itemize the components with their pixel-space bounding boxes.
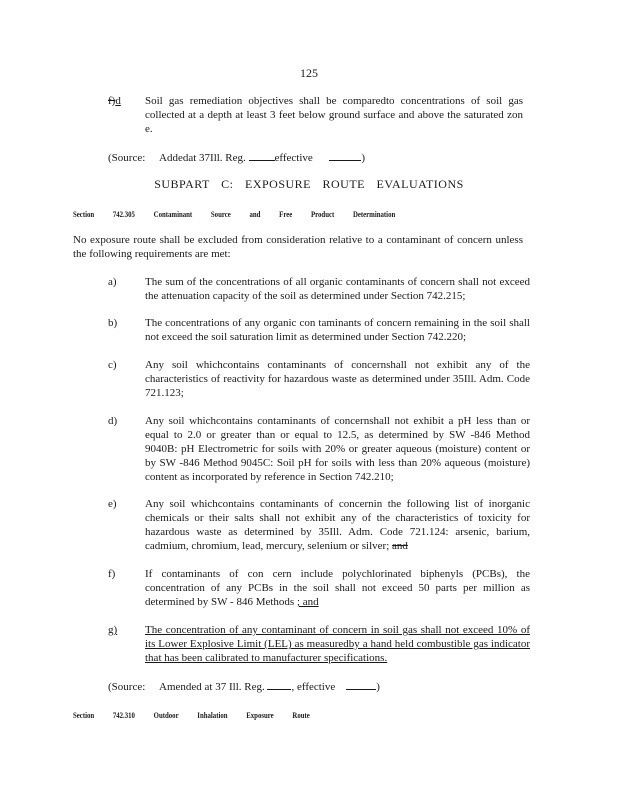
section-742-310-heading: [73, 709, 328, 723]
item-f-text: [145, 567, 530, 609]
section-742-305-word: Contaminant: [153, 210, 193, 219]
item-e-text: [145, 497, 530, 553]
item-fd-text: Soil gas remediation objectives shall be comparedto concentrations of soil gas collected at a depth at least 3 feet below ground surface and above the saturated zon e.: [145, 95, 523, 135]
item-e-struck-word: and: [392, 540, 408, 552]
item-e-body: Any soil whichcontains contaminants of concernin the following list of inorganic chemicals or their salts shall not exhibit any of the characteristics of toxicity for hazardous waste as determined by 35Ill. Adm. Code 721.124: arsenic, barium, cadmium, chromium, lead, mercury, selenium or silver;: [145, 498, 530, 552]
item-f-underlined-insert: ; and: [296, 596, 319, 608]
item-f-body: If contaminants of con cern include polychlorinated biphenyls (PCBs), the concentration of any PCBs in the soil shall not exceed 50 parts per million as determined by SW - 846 Methods: [145, 568, 530, 608]
section-742-305-word: Product: [310, 210, 335, 219]
source-1-blank-reg: [249, 150, 275, 161]
item-b-text: The concentrations of any organic con taminants of concern remaining in the soil shall not exceed the soil saturation limit as determined under Section 742.220;: [145, 317, 530, 343]
item-fd-label-old: f): [108, 95, 116, 107]
source-2-close: ): [376, 681, 380, 693]
section-742-305-word: Source: [210, 210, 231, 219]
item-a-text: The sum of the concentrations of all organic contaminants of concern shall not exceed the attenuation capacity of the soil as determined under Section 742.215;: [145, 276, 530, 302]
subpart-heading: SUBPART C: EXPOSURE ROUTE EVALUATIONS: [154, 177, 464, 191]
item-fd-label-new: d: [115, 95, 121, 107]
source-2-mid: , effective: [291, 681, 336, 693]
source-1-mid: effective: [274, 152, 313, 164]
item-fd-label: [108, 94, 138, 108]
item-a-label: a): [108, 276, 117, 288]
page-number: 125: [300, 66, 318, 80]
section-742-305-number: 742.305: [112, 210, 135, 219]
item-d-text: Any soil whichcontains contaminants of concernshall not exhibit a pH less than or equal to 2.0 or greater than or equal to 12.5, as determined by SW -846 Method 9040B: pH Electrometric for soils with 20% or greater aqueous (moisture) content or by SW -846 Method 9045C: Soil pH for soils with less than 20% aqueous (moisture) content as incorporated by reference in Section 742.210;: [145, 415, 530, 483]
section-742-305-word: and: [249, 210, 261, 219]
item-g-text: The concentration of any contaminant of concern in soil gas shall not exceed 10% of its Lower Explosive Limit (LEL) as measuredby a hand held combustible gas indicator that has been calibrated to manufacturer specifications.: [145, 624, 530, 664]
source-1-prefix: (Source:: [108, 152, 146, 164]
section-742-310-word: Outdoor: [153, 711, 179, 720]
item-f-label: f): [108, 568, 116, 580]
section-742-305-word: Determination: [352, 210, 396, 219]
item-c-text: Any soil whichcontains contaminants of concernshall not exhibit any of the characteristics of reactivity for hazardous waste as determined under 35Ill. Adm. Code 721.123;: [145, 359, 530, 399]
source-1-close: ): [361, 152, 365, 164]
section-742-310-label: Section: [73, 711, 95, 720]
intro-paragraph: No exposure route shall be excluded from consideration relative to a contaminant of concern unless the following requirements are met:: [73, 234, 523, 260]
source-2-blank-date: [346, 679, 376, 690]
section-742-310-word: Route: [292, 711, 310, 720]
item-b-label: b): [108, 317, 118, 329]
section-742-305-word: Free: [279, 210, 293, 219]
source-1-text: Addedat 37Ill. Reg.: [159, 152, 246, 164]
item-d-label: d): [108, 415, 118, 427]
section-742-305-heading: [73, 208, 414, 222]
source-note-2: [108, 679, 428, 694]
source-2-text: Amended at 37 Ill. Reg.: [159, 681, 265, 693]
source-2-prefix: (Source:: [108, 681, 146, 693]
item-c-label: c): [108, 359, 117, 371]
section-742-310-word: Inhalation: [197, 711, 228, 720]
source-1-blank-date: [329, 150, 361, 161]
source-note-1: [108, 150, 428, 165]
section-742-310-number: 742.310: [112, 711, 135, 720]
item-e-label: e): [108, 498, 117, 510]
source-2-blank-reg: [267, 679, 291, 690]
item-g-label: g): [108, 624, 118, 636]
section-742-310-word: Exposure: [246, 711, 274, 720]
section-742-305-label: Section: [73, 210, 95, 219]
